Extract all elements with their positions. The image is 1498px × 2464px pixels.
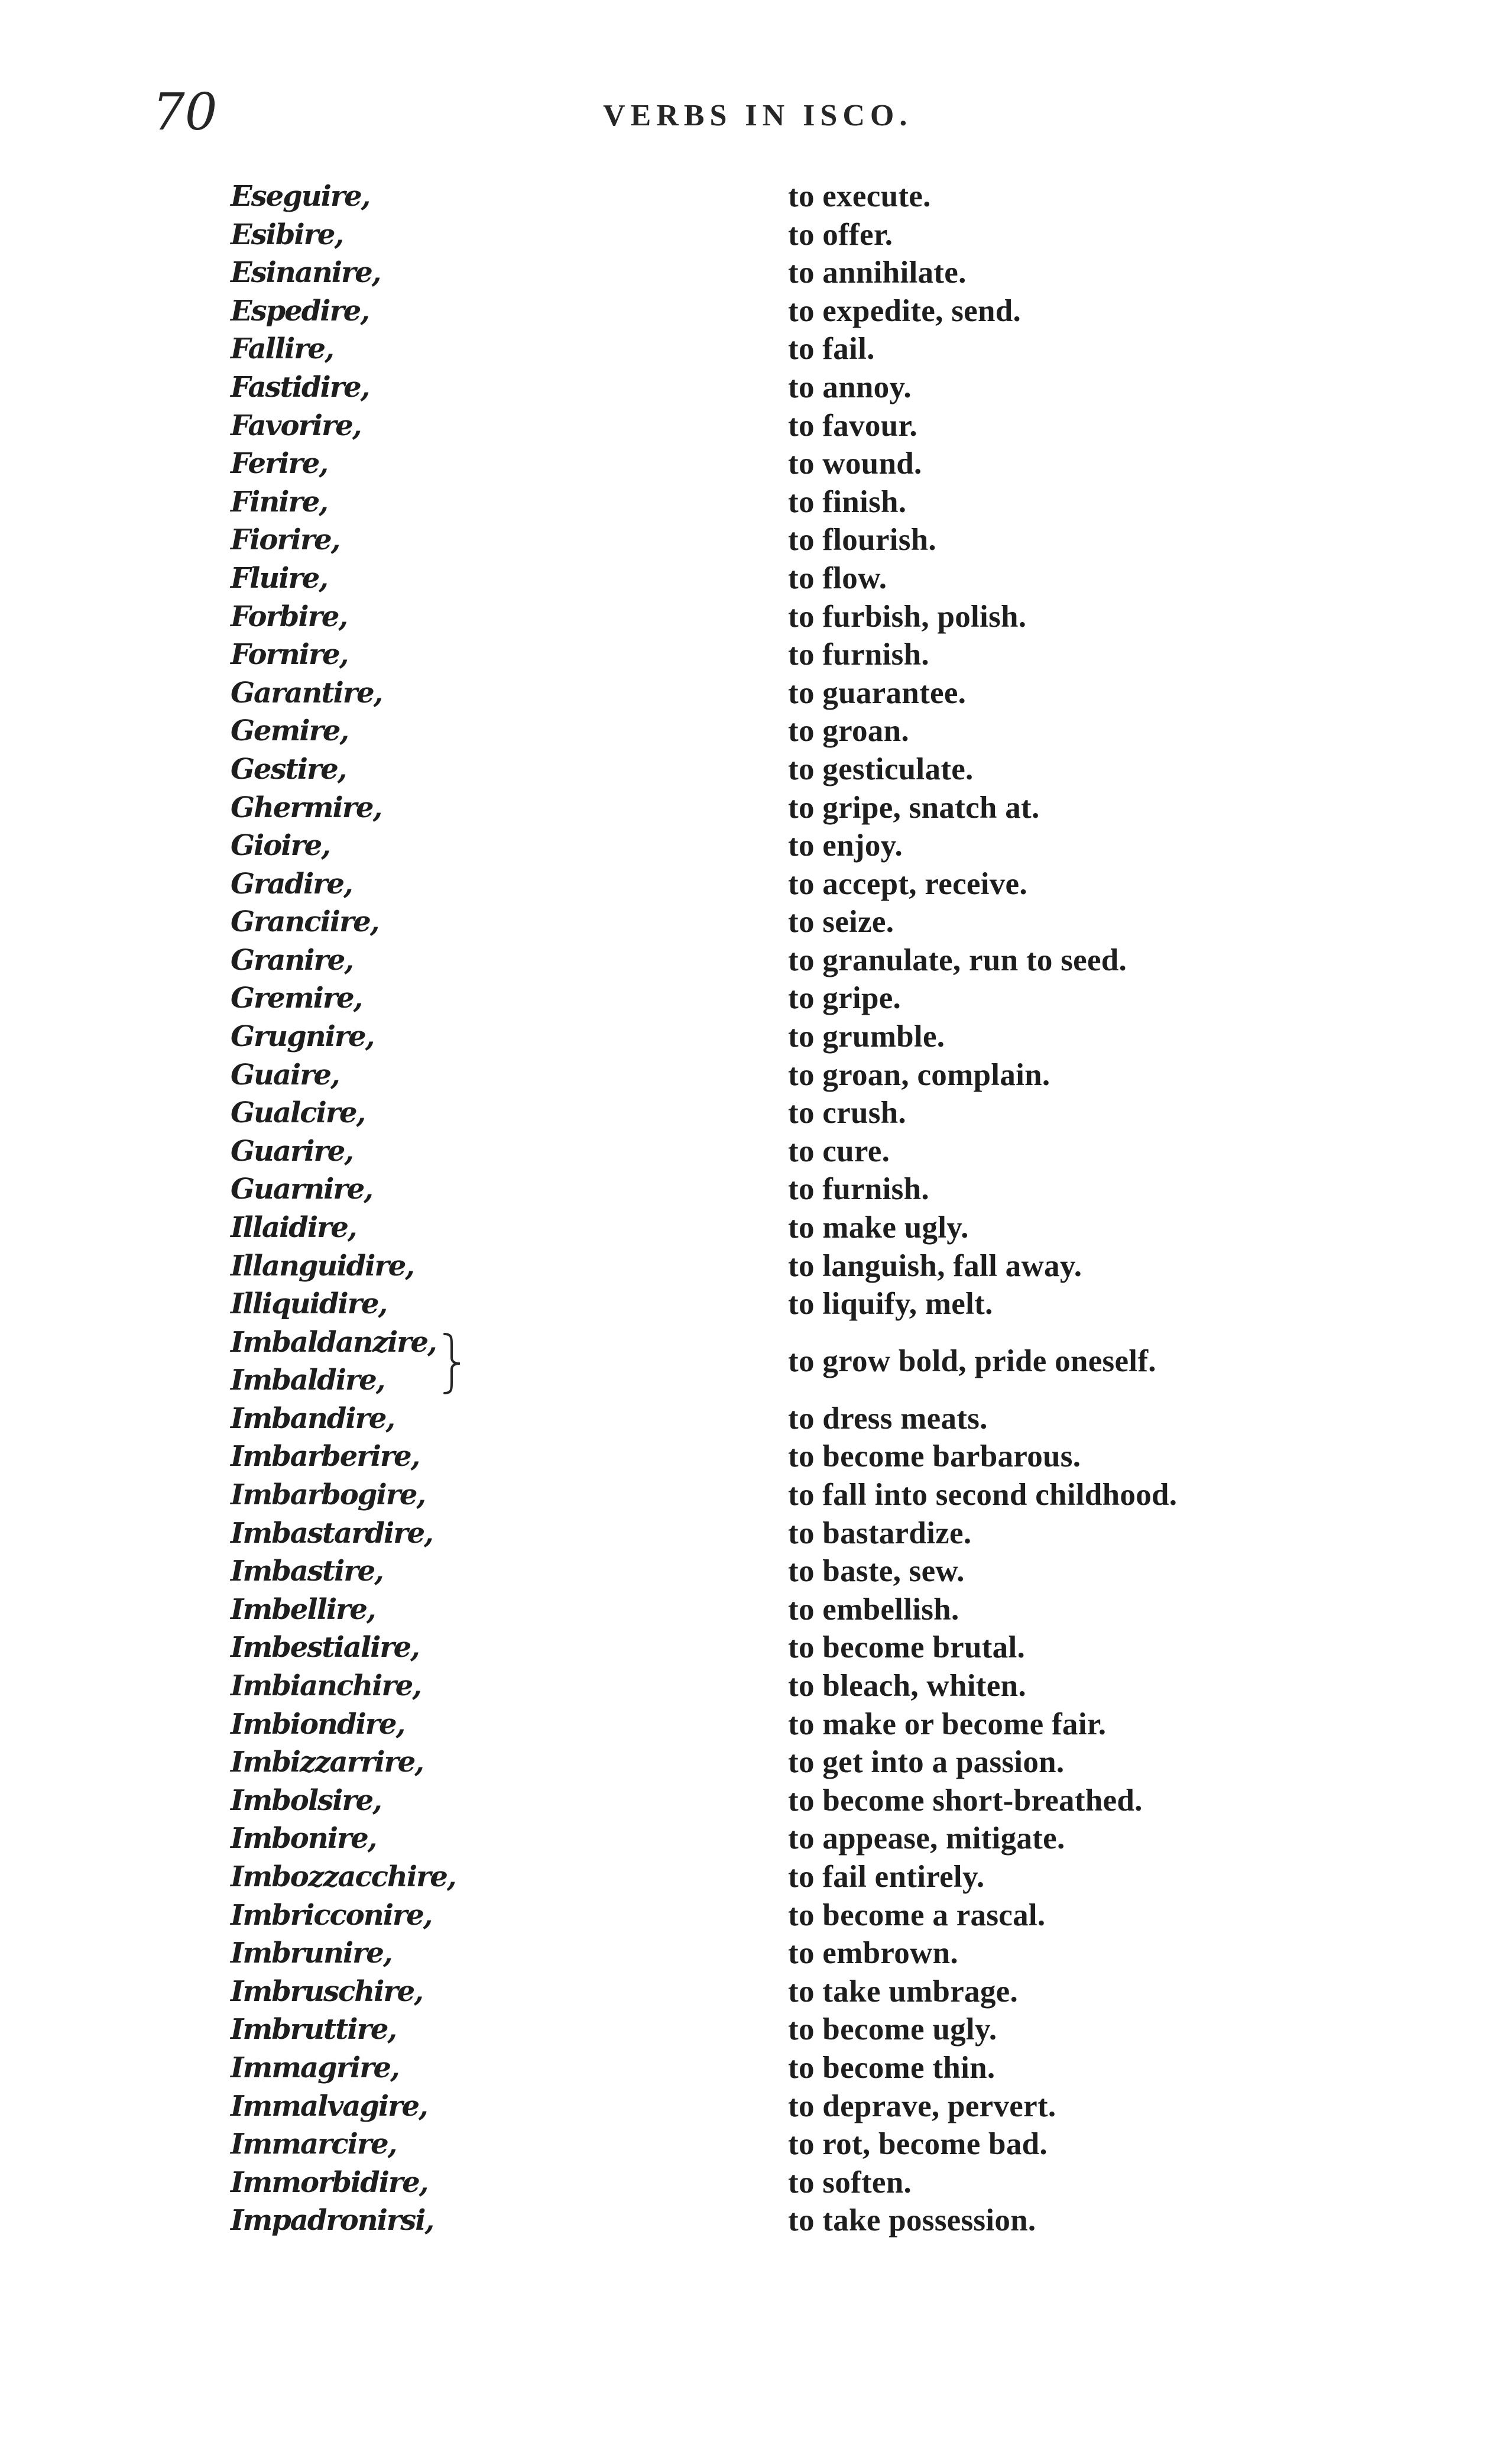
entry-row: [0, 865, 1498, 904]
entry-meaning: to take umbrage.: [788, 1974, 1018, 2009]
entry-row: [0, 1858, 1498, 1896]
entry-term: Fastidire,: [231, 370, 369, 404]
entry-meaning: to cure.: [788, 1134, 890, 1168]
entry-row: [0, 903, 1498, 941]
entry-group-meaning: to grow bold, pride oneself.: [788, 1343, 1156, 1378]
entry-meaning: to dress meats.: [788, 1401, 988, 1436]
entry-row: [0, 407, 1498, 445]
entry-term: Guarire,: [231, 1134, 354, 1168]
entry-meaning: to offer.: [788, 217, 893, 252]
entry-term: Illiquidire,: [231, 1287, 387, 1321]
entry-row: [0, 330, 1498, 368]
entry-term: Imbestialire,: [231, 1631, 419, 1665]
entry-term: Immalvagire,: [231, 2089, 427, 2123]
entry-row: [0, 1476, 1498, 1514]
entry-term: Imbrunire,: [231, 1937, 392, 1970]
entry-meaning: to become a rascal.: [788, 1898, 1046, 1932]
entry-term: Immorbidire,: [231, 2165, 428, 2199]
entry-term: Ferire,: [231, 447, 328, 481]
entry-term: Gremire,: [231, 982, 362, 1015]
entry-term: Guarnire,: [231, 1173, 372, 1206]
entry-meaning: to furbish, polish.: [788, 599, 1027, 634]
entry-row: [0, 1170, 1498, 1209]
entry-row: [0, 712, 1498, 750]
entry-row: [0, 483, 1498, 522]
entry-term: Imbiondire,: [231, 1707, 405, 1741]
entry-row: [0, 1018, 1498, 1056]
entry-term: Imbizzarrire,: [231, 1746, 424, 1779]
entry-group: [0, 1323, 1498, 1400]
entry-meaning: to rot, become bad.: [788, 2127, 1048, 2162]
entry-meaning: to become thin.: [788, 2050, 996, 2085]
entry-row: [0, 1094, 1498, 1132]
entry-row: [0, 1132, 1498, 1171]
entry-term: Imbarbogire,: [231, 1478, 426, 1511]
entry-row: [0, 598, 1498, 636]
entry-term: Fallire,: [231, 332, 333, 366]
entry-meaning: to seize.: [788, 905, 894, 940]
entry-meaning: to appease, mitigate.: [788, 1821, 1065, 1856]
entry-term: Imbastardire,: [231, 1516, 433, 1550]
entry-meaning: to embrown.: [788, 1936, 958, 1971]
entry-row: [0, 2201, 1498, 2240]
entry-meaning: to bleach, whiten.: [788, 1668, 1026, 1703]
entry-row: [0, 941, 1498, 980]
vocabulary-list: [0, 177, 1498, 2240]
entry-row: [0, 1934, 1498, 1973]
entry-meaning: to execute.: [788, 179, 931, 213]
entry-row: [0, 1552, 1498, 1591]
entry-term: Immagrire,: [231, 2051, 399, 2084]
entry-meaning: to favour.: [788, 408, 917, 443]
entry-row: [0, 827, 1498, 865]
entry-row: [0, 1514, 1498, 1553]
entry-term: Garantire,: [231, 676, 382, 710]
entry-meaning: to get into a passion.: [788, 1745, 1065, 1780]
entry-meaning: to finish.: [788, 484, 907, 519]
entry-meaning: to expedite, send.: [788, 293, 1022, 328]
entry-group-term-1: Imbaldanzire,: [231, 1325, 436, 1359]
entry-meaning: to become brutal.: [788, 1630, 1026, 1665]
entry-row: [0, 789, 1498, 827]
entry-term: Fornire,: [231, 638, 348, 672]
entry-meaning: to languish, fall away.: [788, 1248, 1082, 1283]
entry-meaning: to annoy.: [788, 370, 912, 404]
entry-meaning: to become ugly.: [788, 2012, 997, 2047]
entry-meaning: to grumble.: [788, 1019, 945, 1054]
entry-term: Gualcire,: [231, 1096, 365, 1130]
entry-row: [0, 674, 1498, 713]
entry-term: Fiorire,: [231, 523, 340, 557]
entry-term: Eseguire,: [231, 180, 370, 213]
entry-term: Illaidire,: [231, 1211, 356, 1245]
entry-meaning: to become short-breathed.: [788, 1783, 1143, 1818]
entry-term: Imbianchire,: [231, 1669, 421, 1702]
entry-row: [0, 216, 1498, 254]
entry-meaning: to take possession.: [788, 2203, 1036, 2238]
entry-row: [0, 1782, 1498, 1820]
entry-term: Finire,: [231, 485, 328, 519]
entry-meaning: to become barbarous.: [788, 1439, 1081, 1474]
entry-meaning: to flow.: [788, 561, 887, 595]
entry-row: [0, 2049, 1498, 2087]
entry-term: Esinanire,: [231, 256, 381, 290]
entry-row: [0, 1209, 1498, 1247]
entry-meaning: to bastardize.: [788, 1516, 972, 1550]
entry-row: [0, 750, 1498, 789]
entry-meaning: to gesticulate.: [788, 752, 974, 786]
entry-meaning: to crush.: [788, 1096, 906, 1131]
entry-term: Imbozzacchire,: [231, 1860, 456, 1893]
entry-term: Forbire,: [231, 600, 348, 633]
entry-row: [0, 1973, 1498, 2011]
entry-row: [0, 2087, 1498, 2126]
entry-row: [0, 177, 1498, 216]
entry-row: [0, 1667, 1498, 1705]
page-number: 70: [153, 83, 218, 142]
entry-meaning: to fall into second childhood.: [788, 1478, 1178, 1512]
entry-term: Immarcire,: [231, 2128, 397, 2161]
entry-term: Imbruschire,: [231, 1974, 423, 2008]
entry-term: Imbandire,: [231, 1401, 395, 1435]
entry-term: Favorire,: [231, 409, 361, 442]
entries-before-group: [0, 177, 1498, 1323]
entry-row: [0, 1285, 1498, 1323]
entry-term: Imbellire,: [231, 1592, 375, 1626]
entry-meaning: to fail entirely.: [788, 1859, 985, 1894]
entry-row: [0, 368, 1498, 407]
entry-meaning: to enjoy.: [788, 828, 903, 863]
entry-meaning: to groan, complain.: [788, 1057, 1050, 1092]
entry-term: Gemire,: [231, 714, 349, 748]
entries-after-group: [0, 1400, 1498, 2240]
entry-meaning: to liquify, melt.: [788, 1287, 993, 1322]
entry-row: [0, 1247, 1498, 1286]
entry-meaning: to fail.: [788, 332, 875, 367]
entry-term: Impadronirsi,: [231, 2204, 434, 2238]
entry-meaning: to annihilate.: [788, 255, 967, 290]
entry-row: [0, 1400, 1498, 1438]
entry-meaning: to furnish.: [788, 637, 929, 672]
brace-icon: [441, 1332, 465, 1395]
entry-term: Imbarberire,: [231, 1440, 420, 1474]
entry-row: [0, 1819, 1498, 1858]
entry-term: Guaire,: [231, 1058, 339, 1092]
entry-term: Imbolsire,: [231, 1783, 381, 1817]
entry-meaning: to make ugly.: [788, 1210, 969, 1245]
entry-row: [0, 1591, 1498, 1629]
entry-meaning: to granulate, run to seed.: [788, 943, 1127, 977]
entry-row: [0, 1628, 1498, 1667]
entry-meaning: to guarantee.: [788, 675, 967, 710]
entry-row: [0, 979, 1498, 1018]
entry-row: [0, 254, 1498, 292]
entry-term: Imbricconire,: [231, 1898, 432, 1932]
entry-meaning: to wound.: [788, 446, 922, 481]
entry-meaning: to gripe.: [788, 981, 902, 1016]
entry-meaning: to make or become fair.: [788, 1707, 1107, 1741]
entry-meaning: to furnish.: [788, 1172, 929, 1207]
entry-row: [0, 2125, 1498, 2164]
entry-term: Grugnire,: [231, 1020, 374, 1054]
entry-term: Imbonire,: [231, 1822, 377, 1856]
entry-meaning: to baste, sew.: [788, 1554, 965, 1589]
entry-row: [0, 445, 1498, 483]
entry-row: [0, 2010, 1498, 2049]
entry-term: Gradire,: [231, 867, 352, 901]
entry-row: [0, 559, 1498, 598]
entry-row: [0, 2164, 1498, 2202]
entry-term: Illanguidire,: [231, 1249, 414, 1283]
running-head: VERBS IN ISCO.: [603, 99, 913, 132]
entry-term: Granire,: [231, 943, 354, 977]
entry-row: [0, 292, 1498, 331]
entry-term: Fluire,: [231, 561, 328, 595]
entry-meaning: to soften.: [788, 2165, 912, 2200]
entry-term: Granciire,: [231, 905, 379, 939]
entry-row: [0, 1896, 1498, 1935]
entry-row: [0, 1437, 1498, 1476]
entry-meaning: to gripe, snatch at.: [788, 790, 1040, 825]
entry-row: [0, 1705, 1498, 1744]
entry-meaning: to embellish.: [788, 1592, 959, 1627]
entry-term: Gioire,: [231, 829, 330, 863]
entry-term: Imbastire,: [231, 1555, 383, 1588]
entry-meaning: to deprave, pervert.: [788, 2089, 1056, 2123]
entry-term: Espedire,: [231, 294, 369, 328]
entry-row: [0, 636, 1498, 674]
entry-meaning: to accept, receive.: [788, 866, 1027, 901]
entry-row: [0, 1743, 1498, 1782]
entry-term: Imbruttire,: [231, 2013, 397, 2047]
entry-term: Esibire,: [231, 218, 343, 251]
entry-meaning: to flourish.: [788, 523, 936, 558]
entry-meaning: to groan.: [788, 714, 909, 749]
entry-term: Gestire,: [231, 752, 346, 786]
entry-row: [0, 521, 1498, 559]
entry-group-term-2: Imbaldire,: [231, 1364, 385, 1397]
entry-term: Ghermire,: [231, 791, 382, 824]
entry-row: [0, 1056, 1498, 1095]
